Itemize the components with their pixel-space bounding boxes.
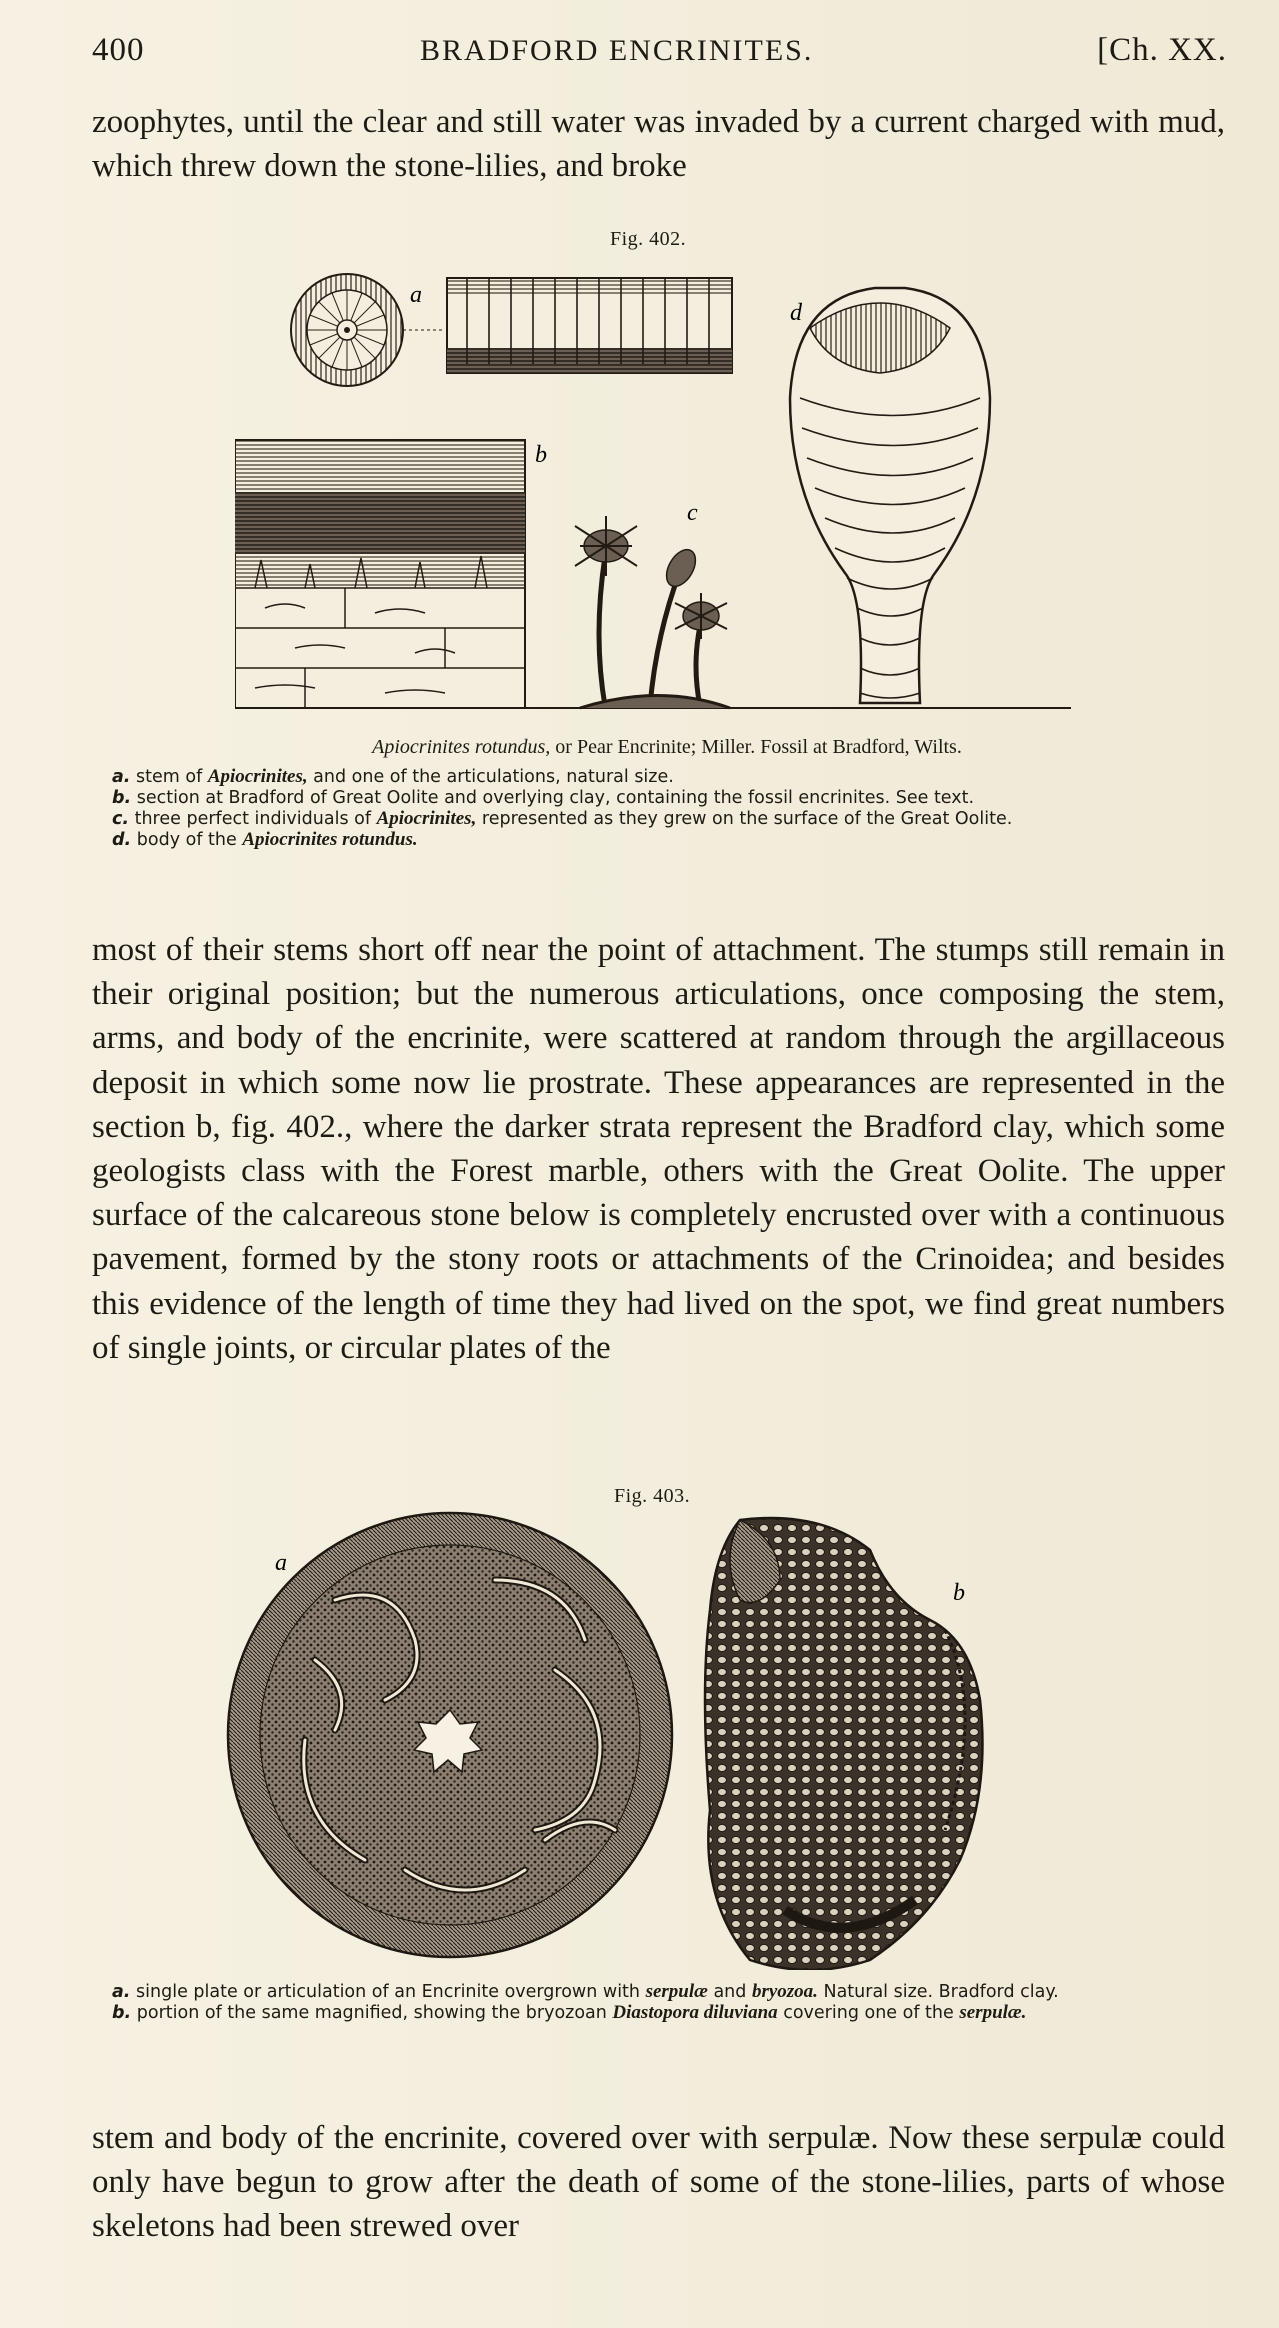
figure-402-label: Fig. 402.: [610, 228, 687, 250]
paragraph-middle-text: most of their stems short off near the point of attachment. The stumps still remain in their original position; but the numerous articulations, once composing the stem, arms, and body of the encrinite, were scattered at random through the argillaceous deposit in which some now lie prostrate. These appearances are represented in the section b, fig. 402., where the darker strata represent the Bradford clay, which some geologists class with the Forest marble, others with the Great Oolite. The upper surface of the calcareous stone below is completely encrusted over with a continuous pavement, formed by the stony roots or attachments of the Crinoidea; and besides this evidence of the length of time they had lived on the spot, we find great numbers of single joints, or circular plates of the: [92, 932, 1225, 1366]
chapter-label: [Ch. XX.: [1097, 32, 1227, 68]
figure-402-item-b: b. section at Bradford of Great Oolite and overlying clay, containing the fossil encrinites. See text.: [112, 788, 975, 808]
paragraph-top: [92, 100, 1225, 188]
geological-section: [235, 440, 525, 708]
figure-403-illustration: [225, 1510, 1085, 1970]
running-header: [92, 32, 1227, 80]
figure-402-caption-genus: Apiocrinites rotundus,: [372, 736, 551, 758]
figure-402-caption-main: [112, 738, 1222, 757]
pear-encrinite-body: [790, 288, 990, 703]
figure-403-label: Fig. 403.: [614, 1485, 691, 1507]
figure-402-caption-rest: or Pear Encrinite; Miller. Fossil at Bradford, Wilts.: [550, 736, 962, 758]
figure-402-item-d: d. body of the Apiocrinites rotundus.: [112, 829, 418, 850]
figure-402-illustration: [235, 268, 1075, 718]
figure-402-letter-d: d: [790, 300, 802, 326]
figure-403-item-a: a. single plate or articulation of an Encrinite overgrown with serpulæ and bryozoa. Natural size. Bradford clay.: [112, 1981, 1059, 2002]
figure-402-item-a: a. stem of Apiocrinites, and one of the articulations, natural size.: [112, 766, 674, 787]
figure-402-letter-a: a: [410, 282, 422, 308]
figure-402-letter-b: b: [535, 442, 547, 468]
figure-402-letter-c: c: [687, 500, 698, 526]
paragraph-bottom-text: stem and body of the encrinite, covered over with serpulæ. Now these serpulæ could only have begun to grow after the death of some of the stone-lilies, parts of whose skeletons had been strewed over: [92, 2120, 1225, 2245]
figure-403-item-b: b. portion of the same magnified, showing the bryozoan Diastopora diluviana covering one of the serpulæ.: [112, 2002, 1027, 2023]
encrinite-plate: [228, 1513, 672, 1957]
stem-segment: [447, 278, 732, 373]
paragraph-middle: [92, 928, 1225, 1370]
figure-402-item-c: c. three perfect individuals of Apiocrinites, represented as they grew on the surface of the Great Oolite.: [112, 808, 1013, 829]
figure-403-letter-a: a: [275, 1550, 287, 1576]
three-encrinites: [575, 516, 730, 708]
paragraph-top-text: zoophytes, until the clear and still water was invaded by a current charged with mud, which threw down the stone-lilies, and broke: [92, 104, 1225, 185]
figure-402-caption: [112, 738, 1222, 851]
running-title: BRADFORD ENCRINITES.: [420, 34, 814, 67]
figure-403-caption: [112, 1982, 1202, 2024]
page-number: 400: [92, 32, 145, 68]
magnified-portion: [705, 1518, 983, 1970]
figure-403-letter-b: b: [953, 1580, 965, 1606]
paragraph-bottom: [92, 2116, 1225, 2249]
